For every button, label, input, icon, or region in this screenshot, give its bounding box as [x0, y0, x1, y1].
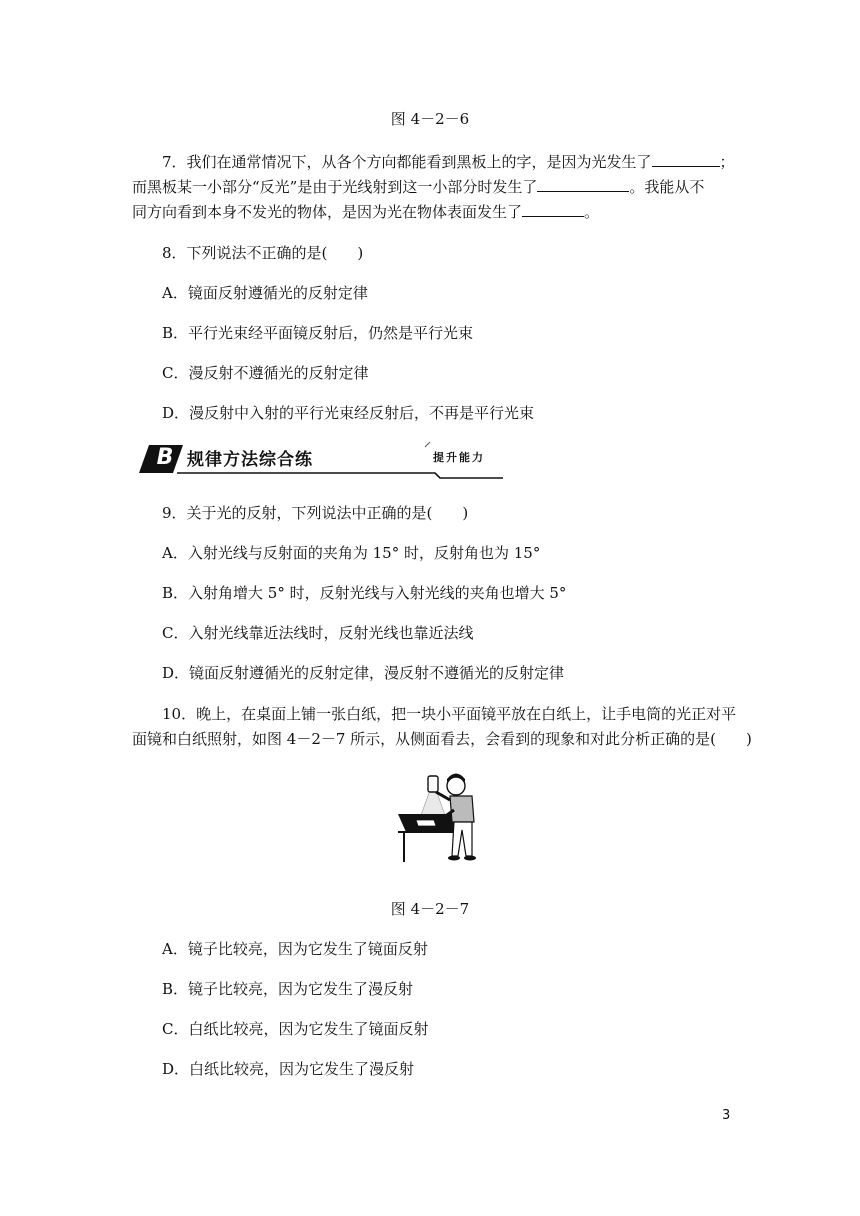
- q7-line-1: [162, 151, 735, 172]
- q10-stem-line-2: 面镜和白纸照射，如图 4－2－7 所示，从侧面看去，会看到的现象和对此分析正确的是( ): [132, 730, 752, 748]
- q10-option-b: B．镜子比较亮，因为它发生了漫反射: [162, 980, 414, 998]
- q7-line-2: [132, 176, 704, 197]
- section-banner: [135, 440, 503, 480]
- person-head: [447, 777, 465, 795]
- q9-option-b: B．入射角增大 5° 时，反射光线与入射光线的夹角也增大 5°: [162, 584, 567, 602]
- q7-line-3-text: 同方向看到本身不发光的物体，是因为光在物体表面发生了: [132, 203, 523, 221]
- flashlight-icon: [428, 776, 438, 792]
- person-legs: [452, 822, 472, 856]
- q9-stem: 9．关于光的反射，下列说法中正确的是( ): [162, 504, 469, 522]
- q8-option-b: B．平行光束经平面镜反射后，仍然是平行光束: [162, 324, 474, 342]
- section-title: 规律方法综合练: [187, 450, 313, 470]
- mirror-icon: [416, 820, 436, 826]
- q9-option-a: A．入射光线与反射面的夹角为 15° 时，反射角也为 15°: [162, 544, 541, 562]
- q7-answer-blank-2[interactable]: [537, 177, 629, 192]
- q9-option-d: D．镜面反射遵循光的反射定律，漫反射不遵循光的反射定律: [162, 664, 565, 682]
- flashlight-experiment-figure: [390, 770, 500, 870]
- q7-line-3-end: 。: [584, 203, 600, 221]
- q7-line-1-end: ；: [719, 153, 735, 171]
- figure-caption-4-2-6: 图 4－2－6: [390, 110, 470, 128]
- q7-line-2-text: 而黑板某一小部分“反光”是由于光线射到这一小部分时发生了: [132, 178, 538, 196]
- q10-option-d: D．白纸比较亮，因为它发生了漫反射: [162, 1060, 415, 1078]
- q10-stem-line-1: 10．晚上，在桌面上铺一张白纸，把一块小平面镜平放在白纸上，让手电筒的光正对平: [162, 705, 737, 723]
- section-subtitle: 提升能力: [433, 451, 485, 464]
- q10-option-a: A．镜子比较亮，因为它发生了镜面反射: [162, 940, 428, 958]
- figure-caption-4-2-7: 图 4－2－7: [390, 900, 470, 918]
- person-body: [450, 796, 474, 822]
- section-badge: B: [156, 445, 174, 470]
- q7-line-3: [132, 201, 599, 222]
- q8-option-a: A．镜面反射遵循光的反射定律: [162, 284, 368, 302]
- q9-option-c: C．入射光线靠近法线时，反射光线也靠近法线: [162, 624, 474, 642]
- q10-option-c: C．白纸比较亮，因为它发生了镜面反射: [162, 1020, 429, 1038]
- q7-answer-blank-3[interactable]: [522, 202, 584, 217]
- page-number: 3: [722, 1108, 731, 1123]
- q8-option-d: D．漫反射中入射的平行光束经反射后，不再是平行光束: [162, 404, 535, 422]
- q7-answer-blank-1[interactable]: [652, 152, 720, 167]
- q8-stem: 8．下列说法不正确的是( ): [162, 244, 364, 262]
- q8-option-c: C．漫反射不遵循光的反射定律: [162, 364, 369, 382]
- q7-line-2-end: 。我能从不: [629, 178, 705, 196]
- q7-line-1-text: 7．我们在通常情况下，从各个方向都能看到黑板上的字，是因为光发生了: [162, 153, 652, 171]
